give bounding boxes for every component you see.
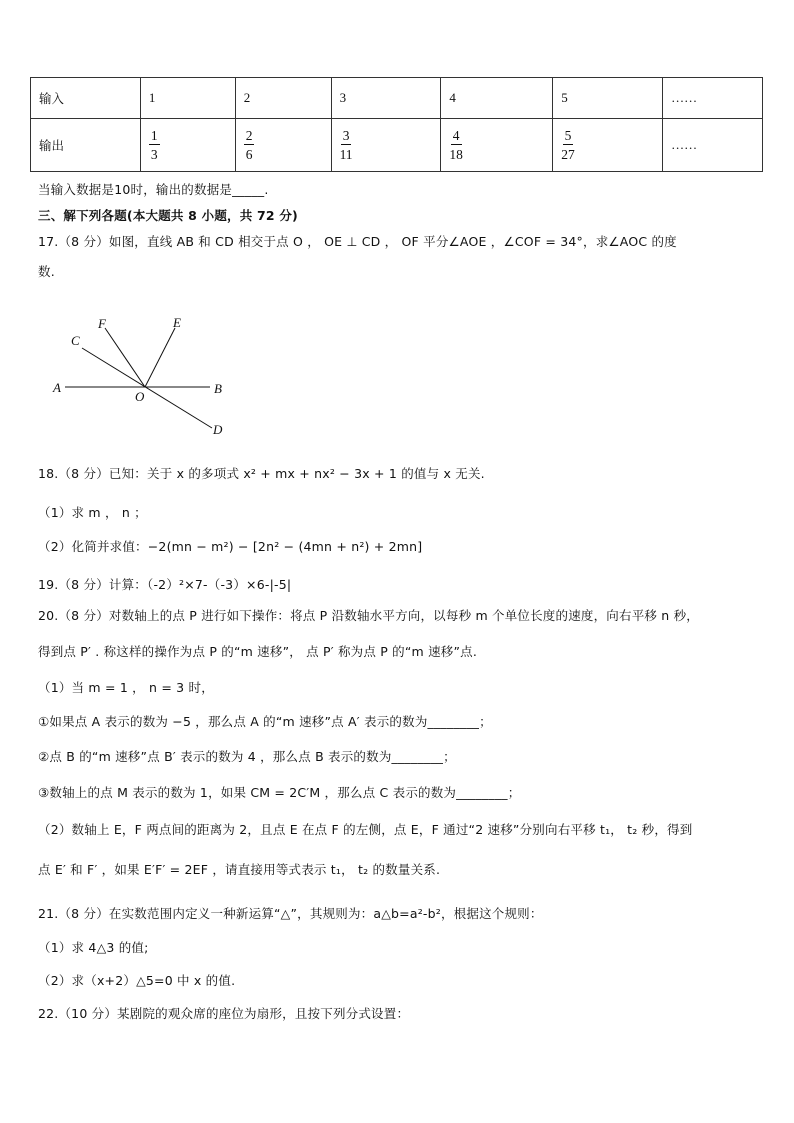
table-cell-ellipsis: …… <box>663 119 763 172</box>
label-c: C <box>71 333 80 348</box>
table-cell-output-label: 输出 <box>31 119 141 172</box>
fraction: $\frac{2}{6}$ <box>245 127 253 162</box>
table-cell: 2 <box>235 78 331 119</box>
question-19-text: 19.（8 分）计算：（-2）²×7-（-3）×6-|-5| <box>38 577 292 592</box>
question-18-part-2: （2）化简并求值：−2(mn − m²) − [2n² − (4mn + n²) + 2mn] <box>38 539 423 554</box>
fraction: $\frac{5}{27}$ <box>561 127 575 162</box>
label-f: F <box>98 316 106 331</box>
table-cell: 3 <box>331 78 441 119</box>
ray-oe <box>145 328 175 387</box>
table-cell-fraction <box>441 119 553 172</box>
table-row-output <box>31 119 763 172</box>
question-20-text-cont: 得到点 P′ . 称这样的操作为点 P 的“m 速移”， 点 P′ 称为点 P 的“m 速移”点. <box>38 644 478 659</box>
ray-of <box>105 328 145 387</box>
question-20-part-2-cont: 点 E′ 和 F′ ，如果 E′F′ = 2EF ，请直接用等式表示 t₁， t₂ 的数量关系. <box>38 862 441 877</box>
table-cell: 5 <box>553 78 663 119</box>
label-e: E <box>173 315 181 330</box>
section-heading: 三、解下列各题(本大题共 8 小题，共 72 分) <box>38 208 298 223</box>
table-cell-input-label: 输入 <box>31 78 141 119</box>
question-21-part-1: （1）求 4△3 的值; <box>38 940 149 955</box>
table-cell-fraction <box>235 119 331 172</box>
question-16-answer-line: 当输入数据是10时，输出的数据是_____. <box>38 182 269 197</box>
line-cd <box>82 348 212 428</box>
label-a: A <box>53 380 61 395</box>
question-20-part-1a: ①如果点 A 表示的数为 −5 ，那么点 A 的“m 速移”点 A′ 表示的数为________； <box>38 714 492 729</box>
question-18-part-1: （1）求 m ， n ； <box>38 505 147 520</box>
question-18-text: 18.（8 分）已知：关于 x 的多项式 x² + mx + nx² − 3x + 1 的值与 x 无关. <box>38 466 485 481</box>
table-cell-fraction <box>553 119 663 172</box>
table-cell-fraction <box>140 119 235 172</box>
question-21-part-2: （2）求（x+2）△5=0 中 x 的值. <box>38 973 236 988</box>
table-cell: 4 <box>441 78 553 119</box>
question-21-text: 21.（8 分）在实数范围内定义一种新运算“△”，其规则为：a△b=a²-b²，根据这个规则： <box>38 906 543 921</box>
question-20-part-2: （2）数轴上 E，F 两点间的距离为 2，且点 E 在点 F 的左侧，点 E，F 通过“2 速移”分别向右平移 t₁， t₂ 秒，得到 <box>38 822 693 837</box>
question-20-part-1: （1）当 m = 1 ， n = 3 时， <box>38 680 214 695</box>
fraction: $\frac{1}{3}$ <box>150 127 158 162</box>
label-o: O <box>135 389 145 404</box>
question-20-text: 20.（8 分）对数轴上的点 P 进行如下操作：将点 P 沿数轴水平方向，以每秒 m 个单位长度的速度，向右平移 n 秒， <box>38 608 699 623</box>
table-cell: 1 <box>140 78 235 119</box>
input-output-table <box>30 77 763 172</box>
table-cell-fraction <box>331 119 441 172</box>
fraction: $\frac{3}{11}$ <box>339 127 353 162</box>
intersecting-lines-figure <box>40 308 240 438</box>
table-row-input <box>31 78 763 119</box>
question-17-text-cont: 数. <box>38 264 55 279</box>
question-20-part-1c: ③数轴上的点 M 表示的数为 1，如果 CM = 2C′M ，那么点 C 表示的数为________； <box>38 785 521 800</box>
question-17-text: 17.（8 分）如图，直线 AB 和 CD 相交于点 O ， OE ⊥ CD ， OF 平分∠AOE ，∠COF = 34°，求∠AOC 的度 <box>38 234 677 249</box>
question-22-text: 22.（10 分）某剧院的观众席的座位为扇形，且按下列分式设置： <box>38 1006 410 1021</box>
table-cell-ellipsis: …… <box>663 78 763 119</box>
label-b: B <box>214 381 222 396</box>
question-20-part-1b: ②点 B 的“m 速移”点 B′ 表示的数为 4 ，那么点 B 表示的数为________； <box>38 749 456 764</box>
label-d: D <box>213 422 223 437</box>
fraction: $\frac{4}{18}$ <box>449 127 463 162</box>
